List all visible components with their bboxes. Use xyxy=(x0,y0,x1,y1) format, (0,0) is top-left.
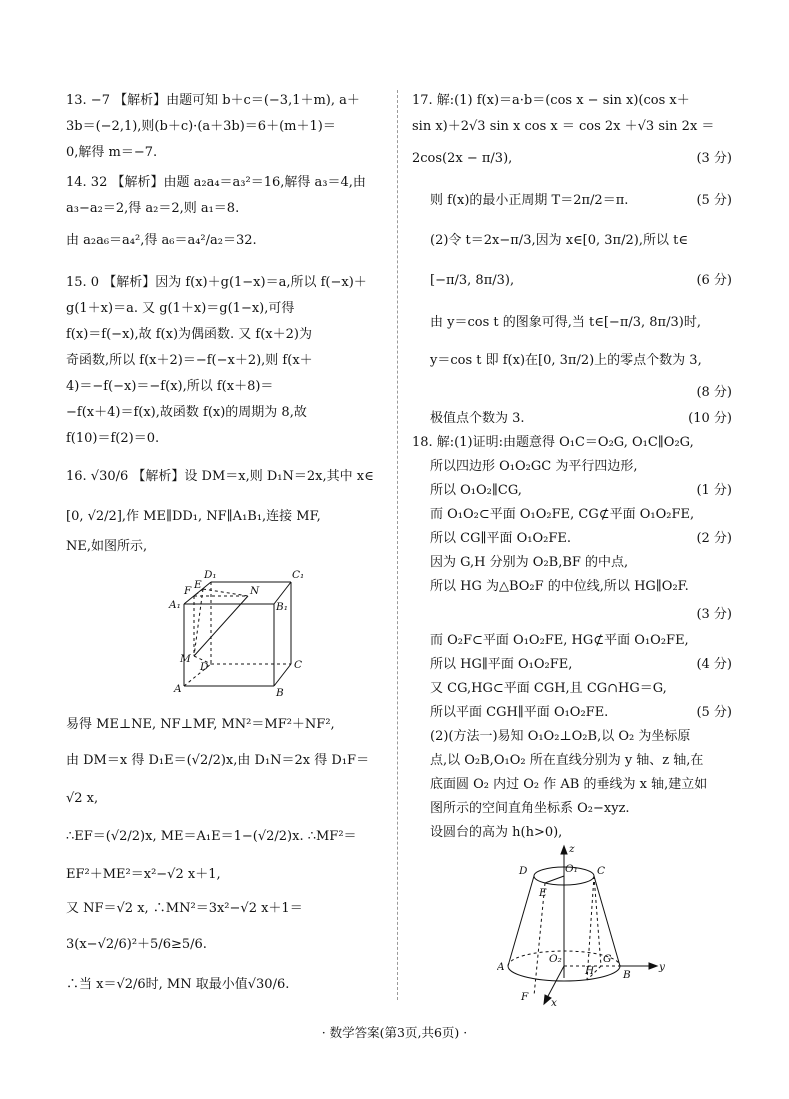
label-G: G xyxy=(603,953,612,965)
solution-16-line-2: [0, √2/2],作 ME∥DD₁, NF∥A₁B₁,连接 MF, xyxy=(66,509,321,524)
solution-16-line-9: 又 NF＝√2 x, ∴MN²＝3x²−√2 x＋1＝ xyxy=(66,901,303,916)
solution-13-line-3: 0,解得 m＝−7. xyxy=(66,145,158,160)
label-F: F xyxy=(184,585,192,597)
solution-18-line-12: (2)(方法一)易知 O₁O₂⊥O₂B,以 O₂ 为坐标原 xyxy=(430,729,691,744)
label-A: A xyxy=(497,961,505,973)
solution-16-line-10: 3(x−√2/6)²＋5/6≥5/6. xyxy=(66,937,207,952)
solution-17-line-7: 由 y＝cos t 的图象可得,当 t∈[−π/3, 8π/3)时, xyxy=(430,315,701,330)
score-18-d: (4 分) xyxy=(696,657,732,672)
score-17-e: (10 分) xyxy=(688,411,732,426)
solution-18-line-13: 点,以 O₂B,O₁O₂ 所在直线分别为 y 轴、z 轴,在 xyxy=(430,753,704,768)
solution-16-line-8: EF²＋ME²＝x²−√2 x＋1, xyxy=(66,867,221,882)
solution-15-line-6: −f(x＋4)＝f(x),故函数 f(x)的周期为 8,故 xyxy=(66,405,307,420)
score-17-c: (6 分) xyxy=(696,273,732,288)
solution-15-line-2: g(1＋x)＝a. 又 g(1＋x)＝g(1−x),可得 xyxy=(66,301,295,316)
label-y: y xyxy=(659,961,665,973)
solution-14-line-1: 14. 32 【解析】由题 a₂a₄＝a₃²＝16,解得 a₃＝4,由 xyxy=(66,175,366,190)
solution-16-line-4: 易得 ME⊥NE, NF⊥MF, MN²＝MF²＋NF², xyxy=(66,717,335,732)
cube-figure xyxy=(166,566,316,701)
solution-17-line-8: y＝cos t 即 f(x)在[0, 3π/2)上的零点个数为 3, xyxy=(430,353,702,368)
solution-18-line-10: 又 CG,HG⊂平面 CGH,且 CG∩HG＝G, xyxy=(430,681,667,696)
score-17-a: (3 分) xyxy=(696,151,732,166)
label-C1: C₁ xyxy=(292,569,305,581)
label-D1: D₁ xyxy=(204,569,217,581)
solution-17-line-4: 则 f(x)的最小正周期 T＝2π/2＝π. xyxy=(430,193,629,208)
solution-13-line-2: 3b＝(−2,1),则(b＋c)·(a＋3b)＝6＋(m＋1)＝ xyxy=(66,119,336,134)
solution-18-line-9: 所以 HG∥平面 O₁O₂FE, xyxy=(430,657,573,672)
solution-18-line-4: 而 O₁O₂⊂平面 O₁O₂FE, CG⊄平面 O₁O₂FE, xyxy=(430,507,695,522)
score-17-d: (8 分) xyxy=(696,385,732,400)
solution-16-line-11: ∴当 x＝√2/6时, MN 取最小值√30/6. xyxy=(66,977,290,992)
score-17-b: (5 分) xyxy=(696,193,732,208)
score-18-a: (1 分) xyxy=(696,483,732,498)
solution-17-line-9: 极值点个数为 3. xyxy=(430,411,525,426)
label-O1: O₁ xyxy=(565,863,578,875)
solution-18-line-14: 底面圆 O₂ 内过 O₂ 作 AB 的垂线为 x 轴,建立如 xyxy=(430,777,708,792)
solution-18-line-3: 所以 O₁O₂∥CG, xyxy=(430,483,522,498)
solution-16-line-3: NE,如图所示, xyxy=(66,539,148,554)
solution-15-line-7: f(10)＝f(2)＝0. xyxy=(66,431,160,446)
label-F: F xyxy=(521,991,529,1003)
solution-18-line-15: 图所示的空间直角坐标系 O₂−xyz. xyxy=(430,801,630,816)
label-D: D xyxy=(519,865,528,877)
label-N: N xyxy=(250,585,260,597)
solution-18-line-6: 因为 G,H 分别为 O₂B,BF 的中点, xyxy=(430,555,629,570)
solution-17-line-5: (2)令 t＝2x−π/3,因为 x∈[0, 3π/2),所以 t∈ xyxy=(430,233,688,248)
label-B: B xyxy=(623,969,631,981)
solution-18-line-16: 设圆台的高为 h(h>0), xyxy=(430,825,563,840)
solution-17-line-3: 2cos(2x − π/3), xyxy=(412,151,513,166)
solution-17-line-6: [−π/3, 8π/3), xyxy=(430,273,515,288)
label-B1: B₁ xyxy=(276,601,288,613)
solution-17-line-1: 17. 解:(1) f(x)＝a·b＝(cos x − sin x)(cos x＋ xyxy=(412,93,690,108)
solution-15-line-3: f(x)＝f(−x),故 f(x)为偶函数. 又 f(x＋2)为 xyxy=(66,327,312,342)
solution-18-line-5: 所以 CG∥平面 O₁O₂FE. xyxy=(430,531,571,546)
score-18-b: (2 分) xyxy=(696,531,732,546)
label-H: H xyxy=(585,965,595,977)
solution-17-line-2: sin x)＋2√3 sin x cos x ＝ cos 2x ＋√3 sin 2x ＝ xyxy=(412,119,715,134)
solution-16-line-7: ∴EF＝(√2/2)x, ME＝A₁E＝1−(√2/2)x. ∴MF²＝ xyxy=(66,829,357,844)
label-x: x xyxy=(551,997,557,1009)
solution-15-line-5: 4)＝−f(−x)＝−f(x),所以 f(x＋8)＝ xyxy=(66,379,274,394)
solution-18-line-11: 所以平面 CGH∥平面 O₁O₂FE. xyxy=(430,705,609,720)
label-B: B xyxy=(276,687,284,699)
solution-16-line-1: 16. √30/6 【解析】设 DM＝x,则 D₁N＝2x,其中 x∈ xyxy=(66,469,374,484)
label-A1: A₁ xyxy=(169,599,181,611)
solution-16-line-5: 由 DM＝x 得 D₁E＝(√2/2)x,由 D₁N＝2x 得 D₁F＝ xyxy=(66,753,370,768)
frustum-figure xyxy=(497,838,687,1010)
label-E: E xyxy=(539,887,547,899)
label-A: A xyxy=(174,683,182,695)
label-E: E xyxy=(194,579,202,591)
label-M: M xyxy=(180,653,191,665)
score-18-e: (5 分) xyxy=(696,705,732,720)
label-D: D xyxy=(200,661,209,673)
page-footer: · 数学答案(第3页,共6页) · xyxy=(321,1025,468,1040)
label-z: z xyxy=(569,843,575,855)
solution-16-line-6: √2 x, xyxy=(66,791,99,806)
solution-18-line-7: 所以 HG 为△BO₂F 的中位线,所以 HG∥O₂F. xyxy=(430,579,689,594)
score-18-c: (3 分) xyxy=(696,607,732,622)
solution-15-line-1: 15. 0 【解析】因为 f(x)＋g(1−x)＝a,所以 f(−x)＋ xyxy=(66,275,367,290)
label-O2: O₂ xyxy=(549,953,562,965)
solution-18-line-2: 所以四边形 O₁O₂GC 为平行四边形, xyxy=(430,459,638,474)
label-C: C xyxy=(597,865,606,877)
label-C: C xyxy=(294,659,303,671)
solution-18-line-8: 而 O₂F⊂平面 O₁O₂FE, HG⊄平面 O₁O₂FE, xyxy=(430,633,689,648)
column-divider xyxy=(397,90,398,1000)
solution-14-line-3: 由 a₂a₆＝a₄²,得 a₆＝a₄²/a₂＝32. xyxy=(66,233,257,248)
solution-15-line-4: 奇函数,所以 f(x＋2)＝−f(−x＋2),则 f(x＋ xyxy=(66,353,313,368)
solution-13-line-1: 13. −7 【解析】由题可知 b＋c＝(−3,1＋m), a＋ xyxy=(66,93,360,108)
solution-18-line-1: 18. 解:(1)证明:由题意得 O₁C＝O₂G, O₁C∥O₂G, xyxy=(412,435,694,450)
solution-14-line-2: a₃−a₂＝2,得 a₂＝2,则 a₁＝8. xyxy=(66,201,240,216)
